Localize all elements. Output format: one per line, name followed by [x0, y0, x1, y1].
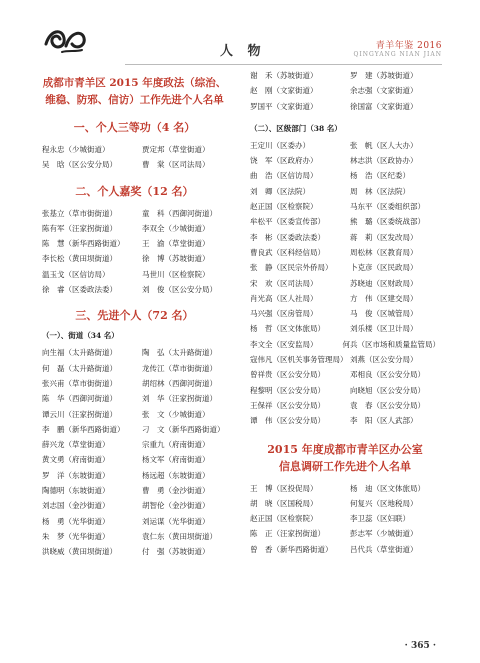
name-entry: 李 彬（区委政法委）: [250, 232, 325, 242]
name-entry: 李 鹏（新华西路街道）: [42, 424, 125, 434]
name-entry: 杨文军（府南街道）: [142, 455, 210, 465]
name-entry: 李文全（区安监局）: [250, 339, 318, 349]
name-row: [250, 99, 440, 114]
name-entry: 龙传江（草市街街道）: [142, 363, 217, 373]
name-entry: 王定川（区委办）: [250, 140, 310, 150]
name-entry: 吕代兵（草堂街道）: [350, 544, 418, 554]
name-entry: 赵正国（区检察院）: [250, 514, 318, 524]
yearbook-title: 青羊年鉴 2016: [375, 41, 442, 51]
name-entry: 薛兴龙（草堂街道）: [42, 440, 110, 450]
name-entry: 熊 璐（区委统战部）: [350, 217, 425, 227]
name-entry: 徐 博（苏坡街道）: [142, 254, 210, 264]
page-number: · 365 ·: [404, 641, 436, 651]
name-row: [42, 468, 227, 483]
name-row: [42, 422, 227, 437]
name-entry: 向晓旭（区公安分局）: [350, 385, 425, 395]
name-row: [42, 361, 227, 376]
name-row: [42, 452, 227, 467]
name-entry: 牟松平（区委宣传部）: [250, 217, 325, 227]
name-entry: 温玉戈（区信访局）: [42, 269, 110, 279]
name-entry: 李双全（少城街道）: [142, 223, 210, 233]
subsection-heading-streets: （一）、街道（34 名）: [42, 331, 119, 341]
name-entry: 李 阳（区人武部）: [350, 416, 418, 426]
name-row: [42, 437, 227, 452]
name-entry: 罗 洋（东坡街道）: [42, 470, 110, 480]
name-entry: 罗 建（苏坡街道）: [350, 71, 418, 80]
name-entry: 向生福（太升路街道）: [42, 348, 117, 358]
section-heading-advanced-individuals: 三、先进个人（72 名）: [75, 309, 194, 323]
name-entry: 王 渝（草堂街道）: [142, 239, 210, 249]
name-entry: 谭云川（汪家拐街道）: [42, 409, 117, 419]
yearbook-logo-icon: [42, 22, 88, 56]
name-row: [250, 383, 440, 398]
name-entry: 曾 香（新华西路街道）: [250, 544, 333, 554]
name-row: [250, 542, 440, 557]
name-entry: 曹 勇（金沙街道）: [142, 486, 210, 496]
name-row: [42, 376, 227, 391]
name-entry: 方 伟（区建交局）: [350, 293, 418, 303]
name-entry: 陶 弘（太升路街道）: [142, 348, 217, 358]
name-entry: 杨远超（东坡街道）: [142, 470, 210, 480]
name-entry: 程黎明（区公安分局）: [250, 385, 325, 395]
name-entry: 余志强（文家街道）: [350, 86, 418, 96]
name-row: [42, 407, 227, 422]
name-table-depts: [250, 138, 440, 429]
yearbook-pinyin: QINGYANG NIAN JIAN: [353, 51, 442, 58]
name-row: [42, 142, 227, 157]
name-entry: 刘 俊（区公安分局）: [142, 285, 217, 295]
name-entry: 贾定邦（草堂街道）: [142, 145, 210, 154]
name-entry: 谭 伟（区公安分局）: [250, 416, 325, 426]
name-entry: 杨 浩（区纪委）: [350, 171, 410, 181]
name-row: [250, 214, 440, 229]
name-table-s3: [42, 345, 227, 559]
name-entry: 黄文勇（府南街道）: [42, 455, 110, 465]
name-entry: 马兴强（区房管局）: [250, 309, 318, 319]
name-row: [250, 526, 440, 541]
name-row: [250, 168, 440, 183]
name-entry: 刘 卿（区法院）: [250, 186, 310, 196]
name-entry: 杨 迪（区文体旅局）: [350, 483, 425, 493]
name-entry: 彭志军（少城街道）: [350, 529, 418, 539]
name-entry: 刘 华（汪家拐街道）: [142, 394, 217, 404]
section-title: 人 物: [220, 44, 266, 59]
right-column: [250, 68, 440, 557]
name-entry: 苏晓迪（区财政局）: [350, 278, 418, 288]
name-entry: 李长松（黄田坝街道）: [42, 254, 117, 264]
list-title-line2: 维稳、防邪、信访）工作先进个人名单: [45, 94, 224, 106]
name-row: [42, 544, 227, 559]
name-row: [250, 337, 440, 352]
name-entry: 袁 春（区公安分局）: [350, 400, 425, 410]
name-entry: 马世川（区检察院）: [142, 269, 210, 279]
name-row: [250, 68, 440, 83]
name-entry: 曾祥贵（区公安分局）: [250, 370, 325, 380]
name-entry: 胡 晓（区国税局）: [250, 498, 318, 508]
name-entry: 赵 刚（文家街道）: [250, 86, 318, 96]
name-row: [250, 367, 440, 382]
name-row: [42, 391, 227, 406]
name-row: [250, 496, 440, 511]
name-row: [42, 267, 227, 282]
name-row: [250, 260, 440, 275]
name-entry: 何兵（区市场和质量监管局）: [342, 339, 440, 349]
name-row: [250, 306, 440, 321]
name-entry: 张 静（区民宗外侨局）: [250, 263, 333, 273]
name-entry: 陈 慧（新华西路街道）: [42, 239, 125, 249]
name-entry: 罗国平（文家街道）: [250, 101, 318, 111]
name-entry: 刘志国（金沙街道）: [42, 501, 110, 511]
name-row: [42, 221, 227, 236]
name-row: [250, 398, 440, 413]
page-header: [0, 0, 480, 60]
name-entry: 洪晓威（黄田坝街道）: [42, 547, 117, 557]
name-row: [250, 413, 440, 428]
name-table-s1: [42, 142, 227, 173]
name-row: [42, 251, 227, 266]
name-entry: 陶德明（东坡街道）: [42, 486, 110, 496]
name-entry: 曲 浩（区信访局）: [250, 171, 318, 181]
name-entry: 杨 勇（光华街道）: [42, 516, 110, 526]
name-row: [42, 514, 227, 529]
name-entry: 陈 正（汪家拐街道）: [250, 529, 325, 539]
name-row: [42, 498, 227, 513]
name-entry: 周 林（区法院）: [350, 186, 410, 196]
name-row: [42, 345, 227, 360]
name-entry: 曹 棠（区司法局）: [142, 160, 210, 170]
name-row: [250, 291, 440, 306]
section-heading-commendation: 二、个人嘉奖（12 名）: [75, 184, 194, 198]
name-row: [42, 206, 227, 221]
name-table-s2: [42, 206, 227, 298]
name-entry: 刘燕（区公安分局）: [350, 355, 418, 365]
name-entry: 周松林（区教育局）: [350, 247, 418, 257]
name-entry: 赵正国（区检察院）: [250, 202, 318, 212]
name-entry: 刁 文（新华西路街道）: [142, 424, 225, 434]
name-entry: 童 科（西御河街道）: [142, 208, 217, 218]
list2-title-line1: 2015 年度成都市青羊区办公室: [267, 442, 423, 456]
name-entry: 吴 晗（区公安分局）: [42, 160, 117, 170]
name-row: [250, 138, 440, 153]
name-entry: 谢 禾（苏坡街道）: [250, 71, 318, 80]
name-row: [250, 230, 440, 245]
name-entry: 林志洪（区政协办）: [350, 156, 418, 166]
name-entry: 王保祥（区公安分局）: [250, 400, 325, 410]
name-entry: 何复兴（区地税局）: [350, 498, 418, 508]
name-entry: 张 文（少城街道）: [142, 409, 210, 419]
name-row: [42, 236, 227, 251]
name-entry: 刘乐楼（区卫计局）: [350, 324, 418, 334]
name-row: [250, 511, 440, 526]
name-entry: 肖光高（区人社局）: [250, 293, 318, 303]
name-entry: 杨 哲（区文体旅局）: [250, 324, 325, 334]
name-table-info: [250, 481, 440, 557]
name-entry: 刘运谋（光华街道）: [142, 516, 210, 526]
name-row: [250, 184, 440, 199]
name-entry: 张 帆（区人大办）: [350, 140, 418, 150]
header-rule: [125, 64, 442, 65]
name-row: [250, 199, 440, 214]
name-row: [42, 282, 227, 297]
name-row: [250, 352, 440, 367]
name-entry: 陈 华（西御河街道）: [42, 394, 117, 404]
name-row: [250, 276, 440, 291]
name-entry: 卜克彦（区民政局）: [350, 263, 418, 273]
name-entry: 邓相良（区公安分局）: [350, 370, 425, 380]
name-entry: 程永忠（少城街道）: [42, 145, 110, 154]
name-entry: 饶 军（区政府办）: [250, 156, 318, 166]
name-entry: 王 博（区投促局）: [250, 483, 318, 493]
name-entry: 曹良武（区科经信局）: [250, 247, 325, 257]
name-entry: 何 磊（太升路街道）: [42, 363, 117, 373]
name-entry: 宋 欢（区司法局）: [250, 278, 318, 288]
name-row: [250, 481, 440, 496]
subsection-heading-departments: （二）、区级部门（38 名）: [250, 123, 342, 133]
name-entry: 胡智伦（金沙街道）: [142, 501, 210, 511]
name-entry: 蒋 莉（区发改局）: [350, 232, 418, 242]
name-row: [250, 83, 440, 98]
name-entry: 朱 梦（光华街道）: [42, 531, 110, 541]
name-row: [42, 483, 227, 498]
name-entry: 陈有军（汪家拐街道）: [42, 223, 117, 233]
list-title-line1: 成都市青羊区 2015 年度政法（综治、: [42, 77, 227, 89]
name-entry: 宗重九（府南街道）: [142, 440, 210, 450]
name-entry: 李卫蕊（区妇联）: [350, 514, 410, 524]
name-row: [42, 157, 227, 172]
name-entry: 袁仁东（黄田坝街道）: [142, 531, 217, 541]
list2-title-line2: 信息调研工作先进个人名单: [279, 459, 411, 473]
name-entry: 张基立（草市街街道）: [42, 208, 117, 218]
name-entry: 寇伟凡（区机关事务管理局）: [250, 355, 348, 365]
name-row: [250, 245, 440, 260]
name-entry: 付 强（苏坡街道）: [142, 547, 210, 557]
name-row: [250, 153, 440, 168]
name-row: [250, 321, 440, 336]
name-entry: 胡绍林（西御河街道）: [142, 378, 217, 388]
name-entry: 马 俊（区城管局）: [350, 309, 418, 319]
left-column: [42, 75, 227, 560]
name-entry: 徐国富（文家街道）: [350, 101, 418, 111]
name-entry: 马东平（区委组织部）: [350, 202, 425, 212]
name-row: [42, 529, 227, 544]
name-table-top: [250, 68, 440, 114]
name-entry: 张兴甫（草市街街道）: [42, 378, 117, 388]
name-entry: 徐 睿（区委政法委）: [42, 285, 117, 295]
section-heading-third-class-merit: 一、个人三等功（4 名）: [73, 121, 196, 134]
